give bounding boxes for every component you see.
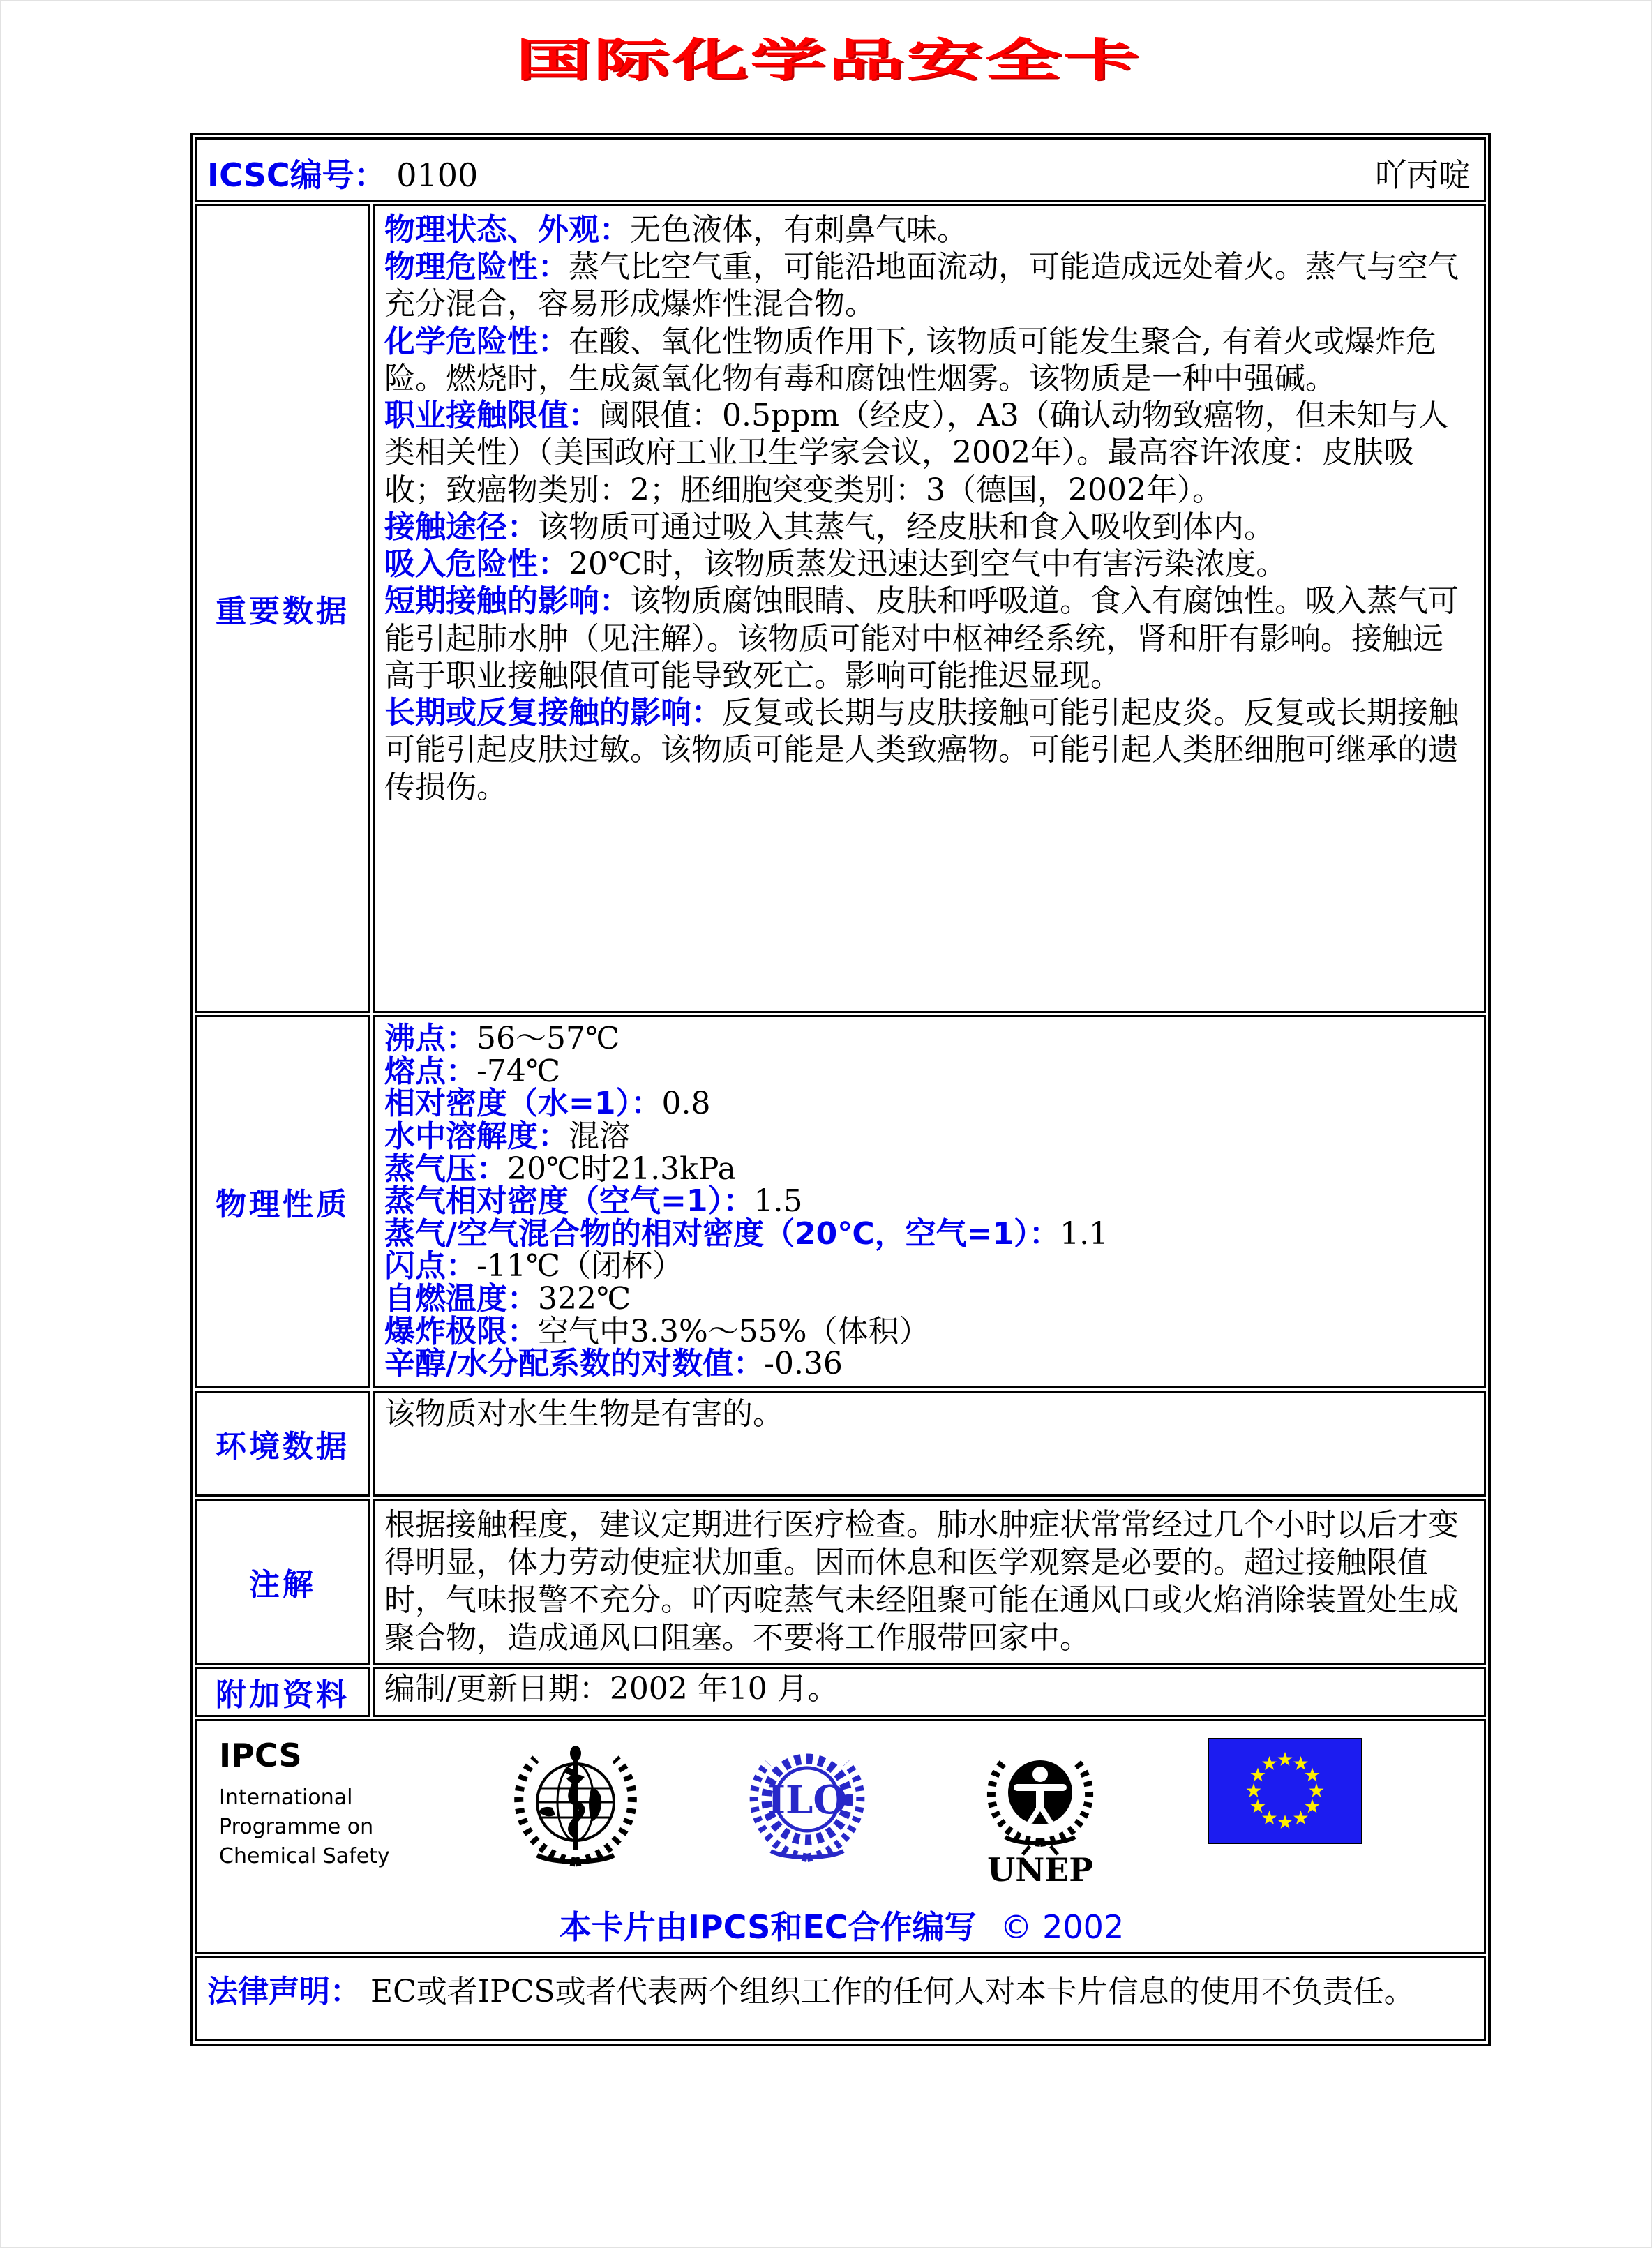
field-value: -74℃ (476, 1053, 561, 1089)
data-item (384, 509, 1473, 546)
field-label: 相对密度（水=1）： (384, 1086, 662, 1122)
unep-logo-icon (974, 1738, 1106, 1888)
section-label-notes: 注解 (249, 1567, 316, 1603)
field-label: 熔点： (384, 1053, 476, 1089)
section-label-cell (195, 1499, 370, 1665)
logos-cell (195, 1719, 1486, 1954)
data-item (384, 211, 1473, 248)
eu-flag-icon (1208, 1738, 1362, 1844)
field-label: 接触途径： (384, 509, 538, 545)
field-label: 物理危险性： (384, 249, 569, 285)
additional-info-text: 编制/更新日期：2002 年10 月。 (384, 1671, 839, 1707)
ipcs-subtitle-line3: Chemical Safety (219, 1843, 390, 1868)
section-label-additional-info: 附加资料 (216, 1677, 350, 1714)
field-value: 反复或长期与皮肤接触可能引起皮炎。反复或长期接触可能引起皮肤过敏。该物质可能是人类致癌物。可能引起人类胚细胞可继承的遗传损伤。 (384, 695, 1459, 805)
credit-line (216, 1902, 1467, 1948)
icsc-table (190, 133, 1491, 2046)
field-value: 在酸、氧化性物质作用下, 该物质可能发生聚合, 有着火或爆炸危险。燃烧时，生成氮氧化物有毒和腐蚀性烟雾。该物质是一种中强碱。 (384, 323, 1436, 396)
legal-label: 法律声明： (207, 1974, 361, 2010)
credit-text: 本卡片由IPCS和EC合作编写 (559, 1908, 977, 1947)
table-row-legal (195, 1956, 1486, 2041)
data-item (384, 1250, 1473, 1283)
field-value: 无色液体，有刺鼻气味。 (630, 212, 968, 248)
table-row-environmental-data (195, 1391, 1486, 1497)
section-label-physical-properties: 物理性质 (216, 1187, 350, 1223)
section-content-cell (373, 204, 1486, 1013)
data-item (384, 1118, 1473, 1154)
table-row-physical-properties (195, 1015, 1486, 1388)
data-item (384, 323, 1473, 397)
table-row-additional-info (195, 1667, 1486, 1717)
section-content-cell (373, 1499, 1486, 1665)
section-content-cell (373, 1667, 1486, 1717)
field-label: 蒸气/空气混合物的相对密度（20℃，空气=1）： (384, 1215, 1060, 1252)
field-label: 辛醇/水分配系数的对数值： (384, 1346, 765, 1382)
data-item (384, 248, 1473, 322)
field-label: 蒸气相对密度（空气=1）： (384, 1183, 754, 1220)
data-item (384, 583, 1473, 694)
field-value: 该物质腐蚀眼睛、皮肤和呼吸道。食入有腐蚀性。吸入蒸气可能引起肺水肿（见注解）。该物质可能对中枢神经系统，肾和肝有影响。接触远高于职业接触限值可能导致死亡。影响可能推迟显现。 (384, 583, 1459, 694)
legal-text: EC或者IPCS或者代表两个组织工作的任何人对本卡片信息的使用不负责任。 (370, 1974, 1415, 2010)
section-label-cell (195, 1667, 370, 1717)
section-label-cell (195, 1015, 370, 1388)
icsc-number-group (207, 150, 478, 196)
notes-text: 根据接触程度，建议定期进行医疗检查。肺水肿症状常常经过几个小时以后才变得明显，体力劳动使症状加重。因而休息和医学观察是必要的。超过接触限值时，气味报警不充分。吖丙啶蒸气未经阻聚可能在通风口或火焰消除装置处生成聚合物，造成通风口阻塞。不要将工作服带回家中。 (384, 1506, 1459, 1656)
field-label: 爆炸极限： (384, 1313, 538, 1349)
legal-cell (195, 1956, 1486, 2041)
field-value: 阈限值：0.5ppm（经皮），A3（确认动物致癌物，但未知与人类相关性）（美国政府工业卫生学家会议，2002年）。最高容许浓度：皮肤吸收；致癌物类别：2；胚细胞突变类别：3（德国，2002年）。 (384, 398, 1449, 508)
data-item (384, 1088, 1473, 1121)
section-label-important-data: 重要数据 (216, 594, 350, 629)
data-item (384, 397, 1473, 509)
section-label-cell (195, 1391, 370, 1497)
data-item (384, 1283, 1473, 1316)
unep-caption: UNEP (986, 1851, 1093, 1889)
field-value: 1.1 (1060, 1215, 1109, 1252)
data-item (384, 694, 1473, 806)
field-value: 20℃时21.3kPa (507, 1151, 736, 1187)
field-value: -0.36 (764, 1346, 843, 1382)
page-title-text: 国际化学品安全卡 (514, 35, 1141, 87)
field-label: 闪点： (384, 1248, 476, 1284)
chemical-name: 吖丙啶 (1374, 156, 1471, 194)
copyright-text: © 2002 (1000, 1908, 1125, 1947)
field-label: 长期或反复接触的影响： (384, 695, 722, 731)
data-item (384, 1023, 1473, 1056)
field-label: 沸点： (384, 1021, 476, 1056)
who-logo-icon (509, 1738, 642, 1878)
field-value: 蒸气比空气重，可能沿地面流动，可能造成远处着火。蒸气与空气充分混合，容易形成爆炸性混合物。 (384, 249, 1459, 322)
page-title (177, 35, 1478, 87)
section-label-environmental-data: 环境数据 (216, 1428, 350, 1464)
field-value: -11℃（闭杯） (476, 1248, 684, 1284)
data-item (384, 1153, 1473, 1186)
legal-statement (197, 1959, 1483, 2039)
icsc-header (197, 140, 1483, 196)
svg-text:ILO: ILO (767, 1777, 848, 1824)
section-label-cell (195, 204, 370, 1013)
ipcs-text-block (219, 1738, 407, 1871)
field-value: 56～57℃ (476, 1021, 620, 1056)
field-label: 自燃温度： (384, 1281, 538, 1317)
field-value: 20℃时，该物质蒸发迅速达到空气中有害污染浓度。 (569, 546, 1287, 583)
ipcs-title: IPCS (219, 1737, 302, 1775)
icsc-header-cell (195, 137, 1486, 202)
table-row-logos (195, 1719, 1486, 1954)
environmental-data-text: 该物质对水生生物是有害的。 (384, 1395, 783, 1432)
section-content-cell (373, 1015, 1486, 1388)
field-value: 1.5 (753, 1183, 803, 1220)
section-content-cell (373, 1391, 1486, 1497)
field-value: 0.8 (661, 1086, 711, 1122)
field-label: 短期接触的影响： (384, 583, 630, 620)
table-row-important-data (195, 204, 1486, 1013)
icsc-number-value: 0100 (396, 156, 479, 194)
table-row-notes (195, 1499, 1486, 1665)
field-value: 322℃ (538, 1281, 631, 1317)
ipcs-subtitle-line1: International (219, 1785, 353, 1810)
data-item (384, 1053, 1473, 1089)
ilo-logo-icon (743, 1738, 872, 1871)
data-item (384, 546, 1473, 583)
data-item (384, 1215, 1473, 1252)
field-label: 吸入危险性： (384, 546, 569, 583)
field-value: 混溶 (569, 1118, 630, 1154)
field-label: 物理状态、外观： (384, 212, 630, 248)
field-label: 职业接触限值： (384, 398, 599, 434)
table-row-icsc (195, 137, 1486, 202)
icsc-number-label: ICSC编号： (207, 156, 386, 194)
data-item (384, 1313, 1473, 1349)
field-label: 蒸气压： (384, 1151, 507, 1187)
field-value: 空气中3.3%～55%（体积） (538, 1313, 930, 1349)
logos-row (216, 1728, 1467, 1888)
field-label: 水中溶解度： (384, 1118, 569, 1154)
field-value: 该物质可通过吸入其蒸气，经皮肤和食入吸收到体内。 (538, 509, 1275, 545)
field-label: 化学危险性： (384, 323, 569, 359)
ipcs-subtitle-line2: Programme on (219, 1814, 374, 1839)
data-item (384, 1348, 1473, 1381)
data-item (384, 1185, 1473, 1218)
